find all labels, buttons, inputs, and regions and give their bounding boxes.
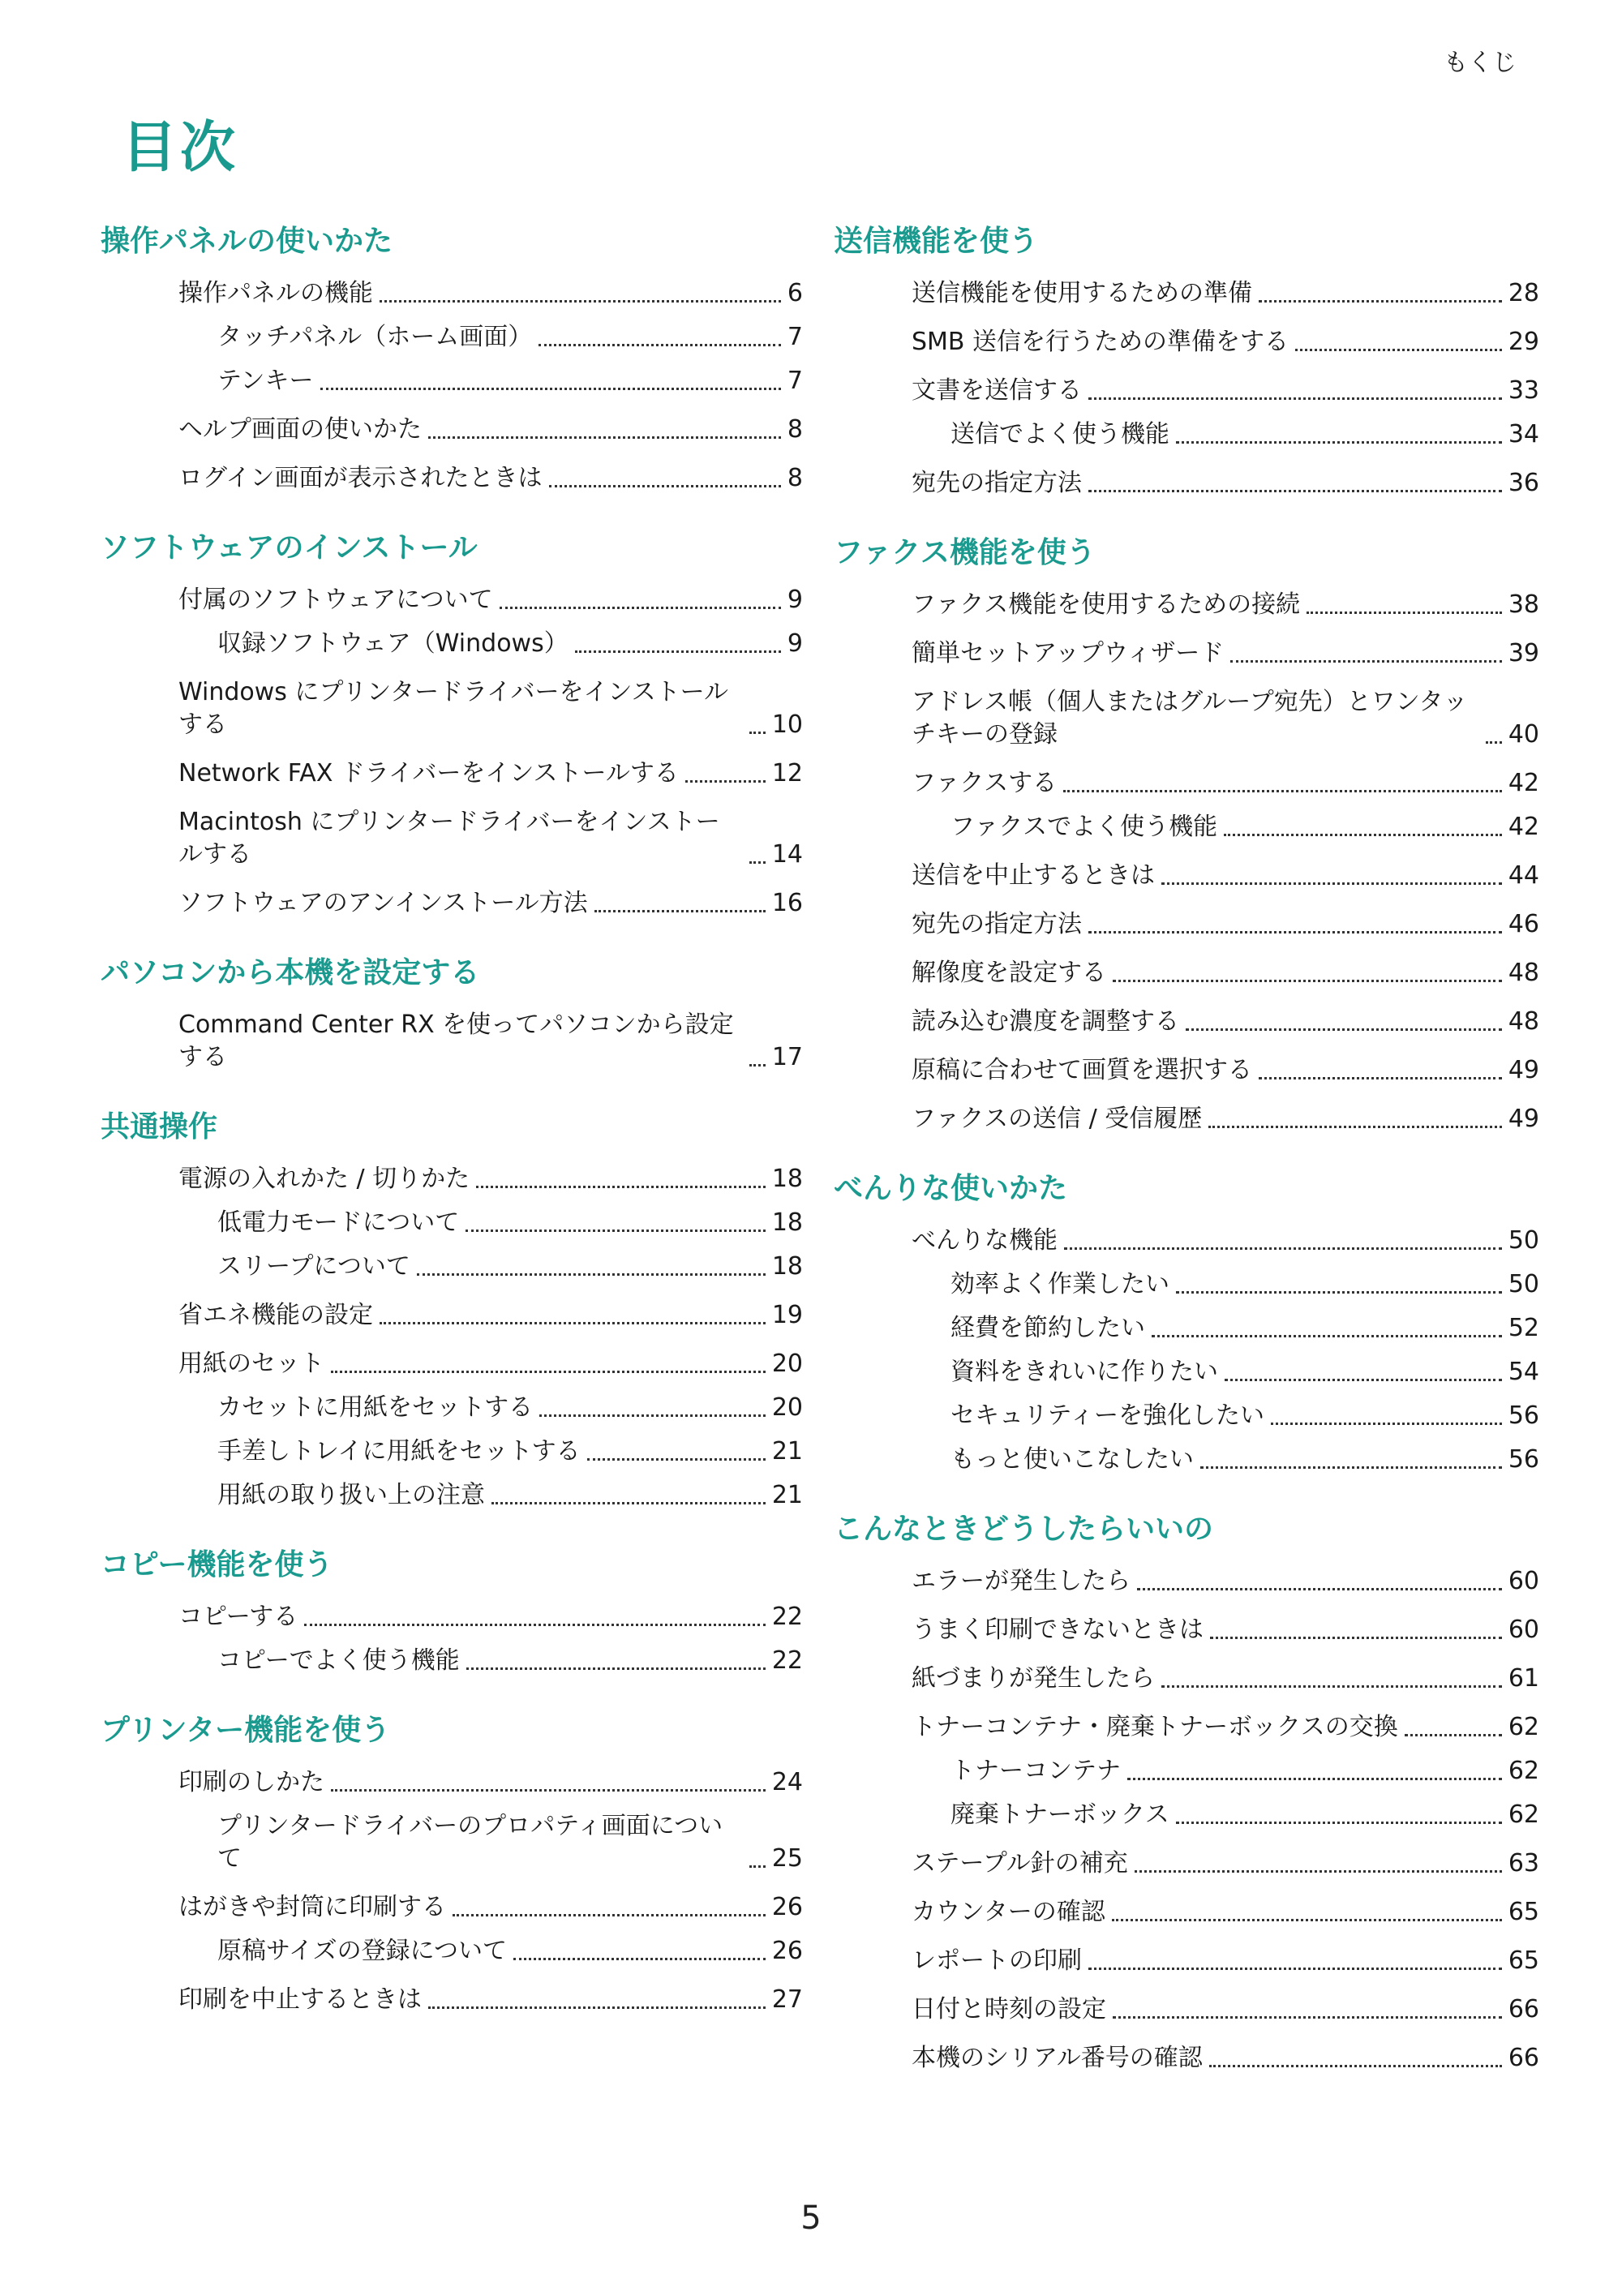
- entry-title: 送信機能を使用するための準備: [912, 279, 1252, 307]
- entry-title: 本機のシリアル番号の確認: [912, 2044, 1203, 2072]
- entry-page-number: 22: [771, 1646, 803, 1675]
- toc-entry[interactable]: [834, 1054, 1539, 1087]
- entry-title: タッチパネル（ホーム画面）: [217, 323, 533, 351]
- dot-leader: [1112, 1919, 1502, 1921]
- toc-subentry[interactable]: [834, 1799, 1539, 1831]
- toc-subentry[interactable]: [834, 811, 1539, 843]
- entry-page-number: 54: [1508, 1358, 1539, 1386]
- entry-page-number: 21: [771, 1437, 803, 1466]
- toc-subentry[interactable]: [834, 1400, 1539, 1432]
- section-title[interactable]: プリンター機能を使う: [101, 1714, 391, 1747]
- entry-page-number: 36: [1508, 469, 1539, 497]
- entry-title: 用紙の取り扱い上の注意: [217, 1481, 485, 1509]
- dot-leader: [1113, 2016, 1502, 2019]
- entry-page-number: 21: [771, 1481, 803, 1509]
- dot-leader: [1161, 882, 1502, 885]
- entry-page-number: 29: [1508, 328, 1539, 356]
- toc-entry[interactable]: [834, 860, 1539, 892]
- entry-page-number: 49: [1508, 1056, 1539, 1084]
- dot-leader: [428, 436, 781, 439]
- entry-title: 印刷を中止するときは: [178, 1985, 422, 2014]
- dot-leader: [513, 1958, 766, 1960]
- toc-entry[interactable]: [101, 462, 803, 495]
- entry-page-number: 26: [771, 1937, 803, 1965]
- toc-entry[interactable]: [834, 1663, 1539, 1695]
- toc-entry[interactable]: [834, 1711, 1539, 1744]
- toc-section: [834, 532, 1539, 1135]
- section-title[interactable]: ファクス機能を使う: [834, 536, 1096, 569]
- entry-title: Macintosh にプリンタードライバーをインストールする: [178, 808, 720, 869]
- dot-leader: [1259, 300, 1502, 303]
- entry-title: ファクスでよく使う機能: [950, 813, 1218, 841]
- section-title[interactable]: こんなときどうしたらいいの: [834, 1513, 1214, 1546]
- toc-subentry[interactable]: [834, 1356, 1539, 1388]
- entry-title: Command Center RX を使ってパソコンから設定する: [178, 1011, 734, 1071]
- section-title[interactable]: コピー機能を使う: [101, 1548, 333, 1581]
- entry-page-number: 48: [1508, 1007, 1539, 1036]
- entry-title: コピーでよく使う機能: [217, 1646, 460, 1675]
- entry-title: 資料をきれいに作りたい: [950, 1358, 1218, 1386]
- entry-page-number: 65: [1508, 1946, 1539, 1975]
- dot-leader: [500, 607, 781, 609]
- entry-title: 省エネ機能の設定: [178, 1301, 373, 1329]
- toc-entry[interactable]: [834, 375, 1539, 407]
- toc-section: [834, 221, 1539, 500]
- dot-leader: [749, 1064, 766, 1066]
- entry-page-number: 18: [771, 1165, 803, 1193]
- entry-title: ファクスする: [912, 769, 1058, 797]
- entry-page-number: 52: [1508, 1314, 1539, 1342]
- dot-leader: [1088, 1968, 1502, 1970]
- entry-title: スリープについて: [217, 1252, 410, 1281]
- entry-title: ソフトウェアのアンインストール方法: [178, 889, 588, 917]
- toc-subentry[interactable]: [101, 1810, 803, 1875]
- dot-leader: [539, 344, 781, 346]
- dot-leader: [1176, 1291, 1502, 1294]
- toc-entry[interactable]: [101, 1766, 803, 1799]
- dot-leader: [1064, 1247, 1502, 1250]
- toc-entry[interactable]: [101, 1163, 803, 1195]
- dot-leader: [1137, 1588, 1502, 1590]
- entry-page-number: 6: [787, 279, 803, 307]
- toc-entry[interactable]: [834, 767, 1539, 800]
- dot-leader: [1209, 2065, 1502, 2067]
- entry-title: 効率よく作業したい: [950, 1270, 1169, 1298]
- dot-leader: [1127, 1778, 1502, 1780]
- toc-entry[interactable]: [101, 1299, 803, 1332]
- entry-page-number: 18: [771, 1252, 803, 1281]
- entry-page-number: 63: [1508, 1849, 1539, 1878]
- entry-page-number: 20: [771, 1350, 803, 1378]
- entry-title: 電源の入れかた / 切りかた: [178, 1165, 470, 1193]
- entry-title: カウンターの確認: [912, 1898, 1105, 1926]
- toc-subentry[interactable]: [101, 321, 803, 354]
- entry-page-number: 16: [771, 889, 803, 917]
- toc-section: [101, 1106, 803, 1512]
- toc-subentry[interactable]: [834, 1755, 1539, 1787]
- entry-title: 読み込む濃度を調整する: [912, 1007, 1179, 1036]
- entry-title: テンキー: [217, 367, 314, 395]
- toc-entry[interactable]: [834, 1614, 1539, 1646]
- toc-section: [101, 952, 803, 1074]
- toc-subentry[interactable]: [101, 1479, 803, 1512]
- dot-leader: [320, 388, 781, 390]
- dot-leader: [1224, 834, 1502, 836]
- entry-title: 手差しトレイに用紙をセットする: [217, 1437, 581, 1466]
- entry-page-number: 19: [771, 1301, 803, 1329]
- entry-page-number: 38: [1508, 590, 1539, 619]
- toc-subentry[interactable]: [101, 628, 803, 660]
- dot-leader: [417, 1273, 766, 1276]
- toc-entry[interactable]: [834, 908, 1539, 941]
- entry-title: 低電力モードについて: [217, 1208, 460, 1237]
- dot-leader: [749, 732, 766, 734]
- entry-page-number: 66: [1508, 1995, 1539, 2023]
- entry-page-number: 60: [1508, 1567, 1539, 1595]
- entry-page-number: 26: [771, 1893, 803, 1921]
- dot-leader: [549, 485, 781, 487]
- entry-page-number: 12: [771, 759, 803, 788]
- dot-leader: [1113, 980, 1502, 982]
- entry-title: べんりな機能: [912, 1226, 1058, 1255]
- toc-entry[interactable]: [834, 957, 1539, 989]
- entry-title: うまく印刷できないときは: [912, 1616, 1204, 1644]
- toc-section: [101, 1710, 803, 2016]
- entry-page-number: 27: [771, 1985, 803, 2014]
- toc-subentry[interactable]: [101, 1935, 803, 1968]
- toc-entry[interactable]: [101, 1984, 803, 2016]
- header-label: もくじ: [1444, 49, 1517, 77]
- entry-page-number: 48: [1508, 959, 1539, 987]
- dot-leader: [1176, 441, 1502, 444]
- dot-leader: [1210, 1637, 1502, 1639]
- entry-title: 用紙のセット: [178, 1350, 324, 1378]
- entry-page-number: 44: [1508, 861, 1539, 890]
- toc-section: [101, 527, 803, 920]
- entry-page-number: 8: [787, 464, 803, 492]
- dot-leader: [380, 300, 781, 303]
- dot-leader: [1063, 790, 1502, 792]
- toc-entry[interactable]: [834, 1103, 1539, 1135]
- entry-title: もっと使いこなしたい: [950, 1445, 1194, 1474]
- toc-entry[interactable]: [101, 414, 803, 446]
- toc-subentry[interactable]: [834, 1312, 1539, 1345]
- toc-subentry[interactable]: [834, 1268, 1539, 1301]
- entry-title: カセットに用紙をセットする: [217, 1393, 534, 1422]
- dot-leader: [1088, 397, 1502, 400]
- dot-leader: [304, 1624, 766, 1626]
- entry-page-number: 9: [787, 629, 803, 658]
- entry-page-number: 50: [1508, 1226, 1539, 1255]
- toc-entry[interactable]: [834, 1945, 1539, 1977]
- dot-leader: [587, 1458, 766, 1461]
- toc-entry[interactable]: [101, 277, 803, 310]
- entry-title: 原稿サイズの登録について: [217, 1937, 507, 1965]
- entry-page-number: 40: [1508, 720, 1539, 749]
- toc-right-column: [834, 221, 1539, 2107]
- dot-leader: [594, 910, 766, 912]
- toc-subentry[interactable]: [101, 1251, 803, 1283]
- entry-page-number: 33: [1508, 376, 1539, 405]
- entry-title: ログイン画面が表示されたときは: [178, 464, 543, 492]
- dot-leader: [331, 1371, 766, 1373]
- section-title[interactable]: べんりな使いかた: [834, 1172, 1068, 1205]
- entry-title: 収録ソフトウェア（Windows）: [217, 629, 569, 658]
- toc-entry[interactable]: [101, 1891, 803, 1924]
- entry-page-number: 56: [1508, 1401, 1539, 1430]
- dot-leader: [749, 1865, 766, 1868]
- dot-leader: [1225, 1379, 1502, 1381]
- dot-leader: [466, 1230, 766, 1232]
- dot-leader: [1486, 741, 1502, 744]
- dot-leader: [1200, 1466, 1502, 1469]
- toc-subentry[interactable]: [101, 365, 803, 397]
- entry-page-number: 18: [771, 1208, 803, 1237]
- dot-leader: [380, 1322, 766, 1324]
- toc-entry[interactable]: [834, 1993, 1539, 2026]
- dot-leader: [1295, 349, 1502, 351]
- entry-page-number: 65: [1508, 1898, 1539, 1926]
- entry-page-number: 7: [787, 323, 803, 351]
- toc-section: [834, 1168, 1539, 1476]
- entry-page-number: 60: [1508, 1616, 1539, 1644]
- dot-leader: [428, 2006, 766, 2009]
- toc-section: [101, 221, 803, 495]
- entry-title: Network FAX ドライバーをインストールする: [178, 759, 679, 788]
- dot-leader: [1186, 1028, 1502, 1031]
- entry-title: 経費を節約したい: [950, 1314, 1145, 1342]
- dot-leader: [1271, 1423, 1502, 1425]
- entry-page-number: 20: [771, 1393, 803, 1422]
- dot-leader: [1405, 1734, 1502, 1736]
- dot-leader: [1208, 1126, 1502, 1128]
- entry-title: 宛先の指定方法: [912, 910, 1082, 938]
- dot-leader: [1152, 1335, 1502, 1337]
- section-title[interactable]: 操作パネルの使いかた: [101, 225, 393, 258]
- entry-title: 付属のソフトウェアについて: [178, 586, 493, 614]
- toc-entry[interactable]: [834, 1565, 1539, 1598]
- entry-title: Windows にプリンタードライバーをインストールする: [178, 678, 729, 739]
- entry-page-number: 49: [1508, 1105, 1539, 1133]
- toc-entry[interactable]: [834, 686, 1539, 751]
- entry-page-number: 39: [1508, 639, 1539, 667]
- entry-title: エラーが発生したら: [912, 1567, 1131, 1595]
- entry-page-number: 56: [1508, 1445, 1539, 1474]
- toc-subentry[interactable]: [101, 1392, 803, 1424]
- dot-leader: [1307, 612, 1502, 614]
- dot-leader: [331, 1789, 766, 1792]
- toc-entry[interactable]: [834, 1225, 1539, 1257]
- dot-leader: [1088, 490, 1502, 492]
- dot-leader: [539, 1414, 766, 1417]
- entry-page-number: 50: [1508, 1270, 1539, 1298]
- dot-leader: [1135, 1870, 1502, 1873]
- toc-entry[interactable]: [101, 676, 803, 741]
- entry-title: レポートの印刷: [912, 1946, 1082, 1975]
- entry-title: アドレス帳（個人またはグループ宛先）とワンタッチキーの登録: [912, 688, 1468, 749]
- entry-title: プリンタードライバーのプロパティ画面について: [217, 1812, 723, 1873]
- entry-title: 宛先の指定方法: [912, 469, 1082, 497]
- entry-title: 操作パネルの機能: [178, 279, 373, 307]
- dot-leader: [1259, 1077, 1502, 1079]
- entry-page-number: 24: [771, 1768, 803, 1796]
- entry-title: トナーコンテナ: [950, 1757, 1121, 1785]
- toc-subentry[interactable]: [101, 1645, 803, 1677]
- dot-leader: [575, 650, 781, 653]
- dot-leader: [466, 1667, 766, 1670]
- entry-title: ファクスの送信 / 受信履歴: [912, 1105, 1203, 1133]
- section-title[interactable]: 送信機能を使う: [834, 225, 1039, 258]
- toc-entry[interactable]: [101, 806, 803, 871]
- entry-title: 解像度を設定する: [912, 959, 1106, 987]
- toc-entry[interactable]: [834, 637, 1539, 670]
- entry-title: 送信を中止するときは: [912, 861, 1155, 890]
- entry-page-number: 42: [1508, 813, 1539, 841]
- dot-leader: [453, 1914, 766, 1916]
- toc-entry[interactable]: [101, 584, 803, 616]
- entry-page-number: 62: [1508, 1757, 1539, 1785]
- entry-title: はがきや封筒に印刷する: [178, 1893, 446, 1921]
- entry-page-number: 34: [1508, 420, 1539, 448]
- entry-title: 印刷のしかた: [178, 1768, 324, 1796]
- dot-leader: [1176, 1822, 1502, 1824]
- entry-title: 原稿に合わせて画質を選択する: [912, 1056, 1252, 1084]
- toc-entry[interactable]: [101, 887, 803, 920]
- entry-page-number: 17: [771, 1043, 803, 1071]
- toc-entry[interactable]: [834, 2042, 1539, 2075]
- toc-section: [834, 1508, 1539, 2075]
- toc-subentry[interactable]: [101, 1207, 803, 1239]
- toc-entry[interactable]: [834, 277, 1539, 310]
- entry-page-number: 7: [787, 367, 803, 395]
- dot-leader: [685, 780, 766, 783]
- toc-entry[interactable]: [834, 1006, 1539, 1038]
- entry-title: ステープル針の補充: [912, 1849, 1128, 1878]
- entry-title: コピーする: [178, 1603, 298, 1631]
- dot-leader: [491, 1502, 766, 1504]
- entry-page-number: 22: [771, 1603, 803, 1631]
- entry-page-number: 14: [771, 840, 803, 869]
- entry-page-number: 25: [771, 1844, 803, 1873]
- entry-page-number: 46: [1508, 910, 1539, 938]
- entry-page-number: 28: [1508, 279, 1539, 307]
- toc-entry[interactable]: [834, 326, 1539, 358]
- dot-leader: [1088, 931, 1502, 933]
- section-title[interactable]: パソコンから本機を設定する: [101, 956, 480, 989]
- toc-subentry[interactable]: [101, 1436, 803, 1468]
- section-title[interactable]: ソフトウェアのインストール: [101, 531, 478, 564]
- section-title[interactable]: 共通操作: [101, 1110, 218, 1144]
- dot-leader: [476, 1186, 766, 1188]
- entry-page-number: 66: [1508, 2044, 1539, 2072]
- entry-title: 廃棄トナーボックス: [950, 1800, 1169, 1829]
- entry-title: セキュリティーを強化したい: [950, 1401, 1264, 1430]
- toc-subentry[interactable]: [834, 418, 1539, 451]
- toc-entry[interactable]: [834, 589, 1539, 621]
- entry-page-number: 9: [787, 586, 803, 614]
- toc-entry[interactable]: [834, 1848, 1539, 1880]
- entry-page-number: 62: [1508, 1800, 1539, 1829]
- entry-title: 日付と時刻の設定: [912, 1995, 1106, 2023]
- dot-leader: [749, 861, 766, 864]
- entry-title: 送信でよく使う機能: [950, 420, 1169, 448]
- entry-title: 簡単セットアップウィザード: [912, 639, 1225, 667]
- toc-entry[interactable]: [834, 467, 1539, 500]
- dot-leader: [1161, 1685, 1502, 1688]
- toc-entry[interactable]: [101, 1009, 803, 1074]
- toc-left-column: [101, 221, 803, 2049]
- entry-page-number: 8: [787, 415, 803, 444]
- toc-entry[interactable]: [101, 1348, 803, 1380]
- toc-entry[interactable]: [101, 757, 803, 790]
- entry-page-number: 62: [1508, 1713, 1539, 1741]
- entry-page-number: 61: [1508, 1664, 1539, 1693]
- entry-page-number: 10: [771, 710, 803, 739]
- entry-page-number: 42: [1508, 769, 1539, 797]
- entry-title: ヘルプ画面の使いかた: [178, 415, 422, 444]
- toc-subentry[interactable]: [834, 1444, 1539, 1476]
- toc-entry[interactable]: [101, 1601, 803, 1633]
- entry-title: トナーコンテナ・廃棄トナーボックスの交換: [912, 1713, 1398, 1741]
- toc-entry[interactable]: [834, 1896, 1539, 1929]
- page-number: 5: [800, 2199, 822, 2237]
- entry-title: 紙づまりが発生したら: [912, 1664, 1155, 1693]
- entry-title: 文書を送信する: [912, 376, 1082, 405]
- entry-title: ファクス機能を使用するための接続: [912, 590, 1301, 619]
- toc-section: [101, 1544, 803, 1677]
- dot-leader: [1230, 660, 1502, 663]
- entry-title: SMB 送信を行うための準備をする: [912, 328, 1289, 356]
- page-title: 目次: [122, 116, 239, 180]
